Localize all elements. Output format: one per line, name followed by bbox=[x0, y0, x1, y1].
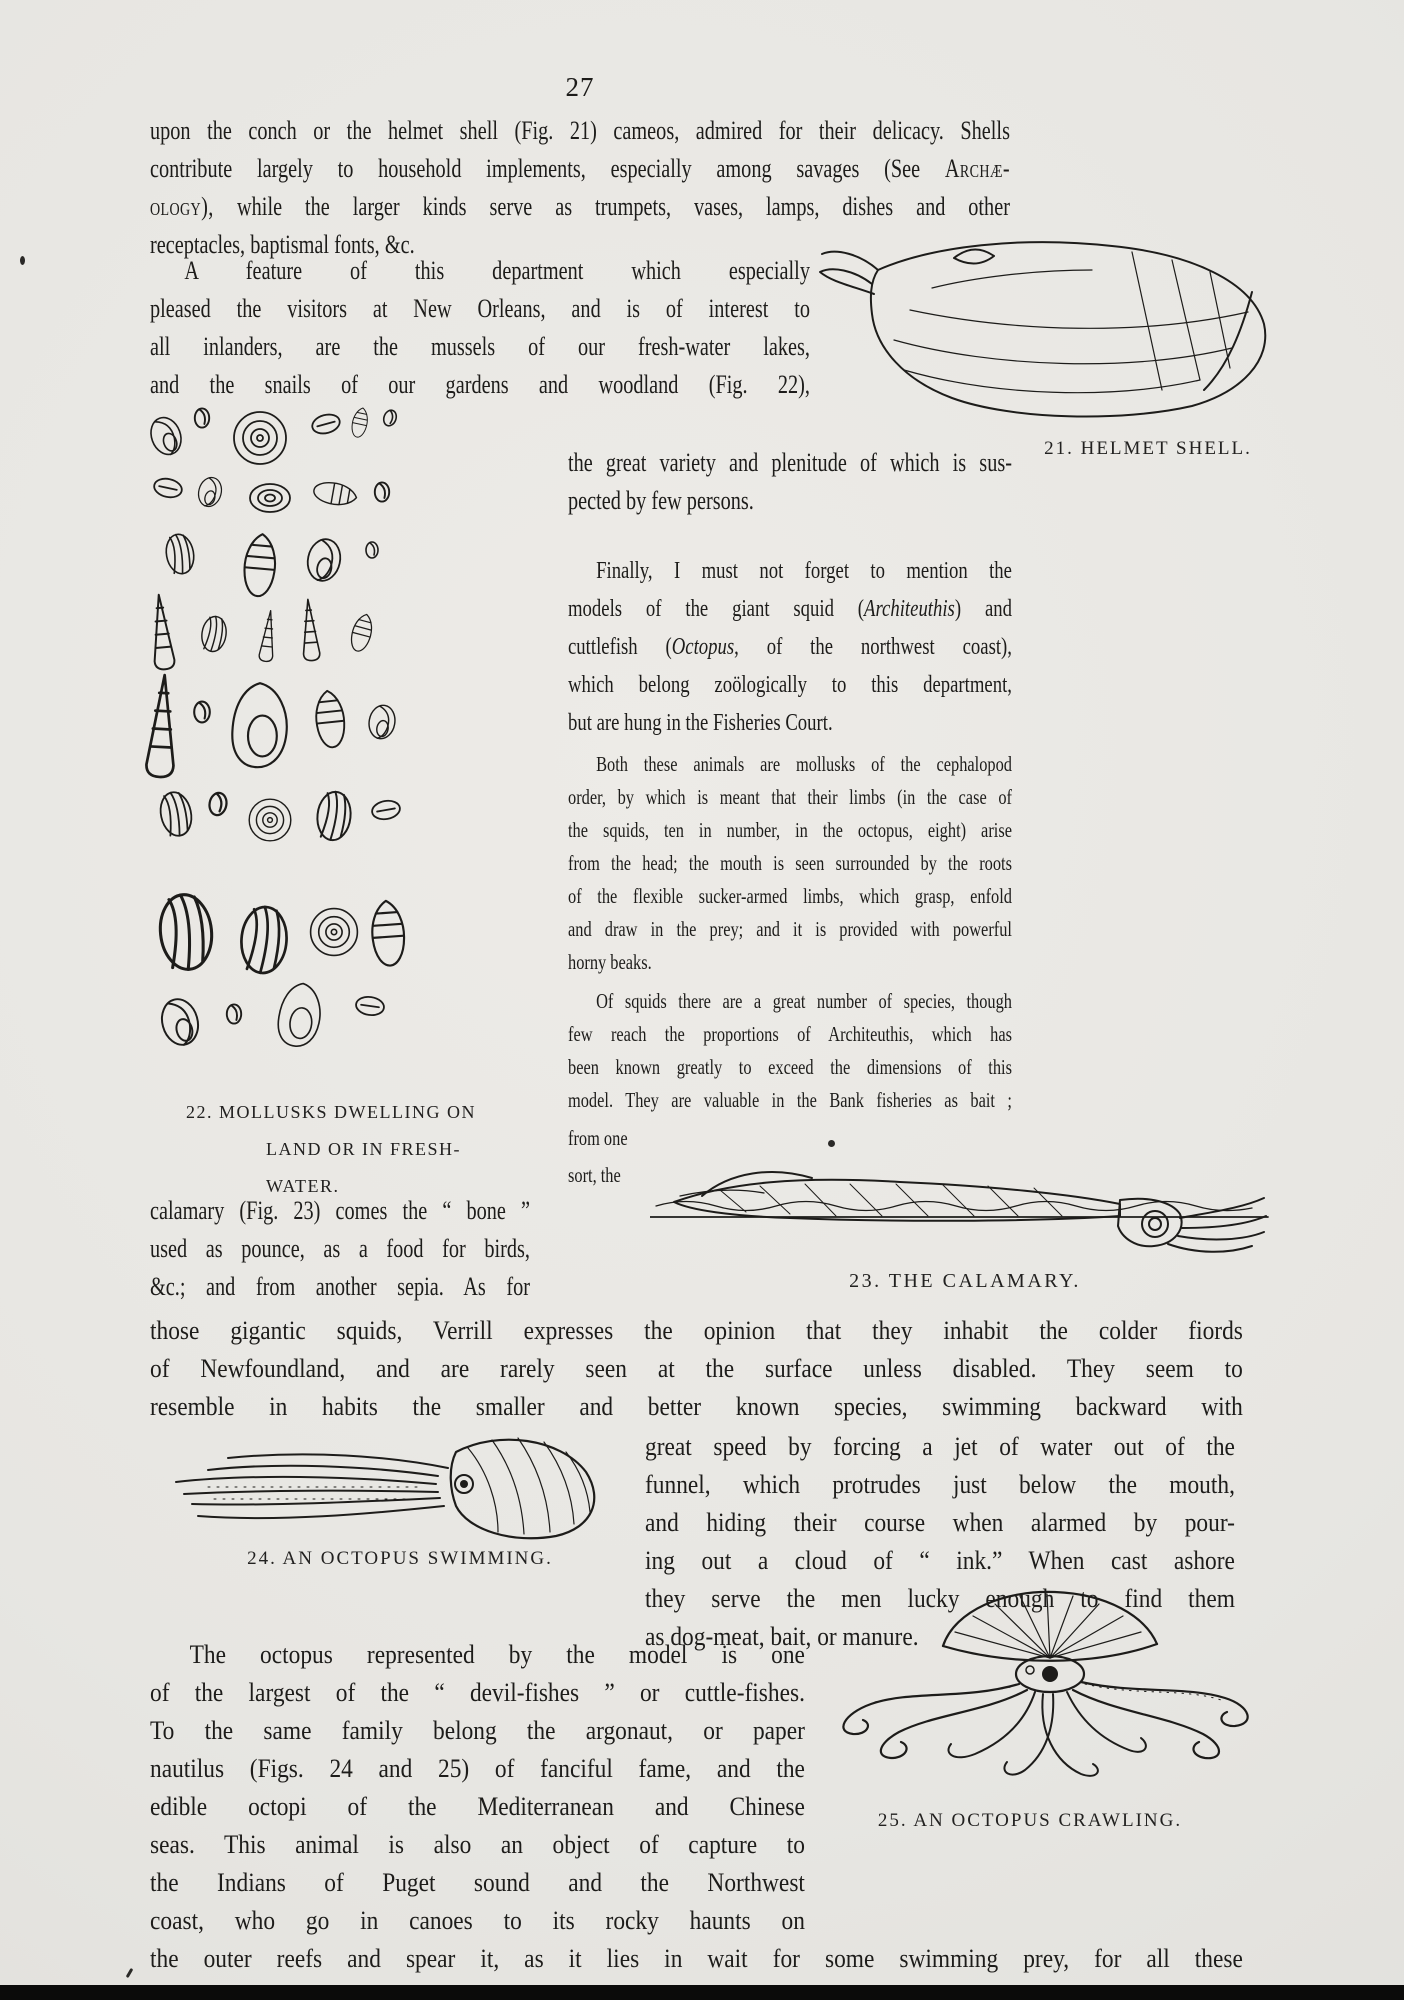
text-line: been known greatly to exceed the dimensions of this bbox=[568, 1055, 1012, 1079]
text-line: sort, the bbox=[568, 1163, 621, 1187]
text-line: and hiding their course when alarmed by pour- bbox=[645, 1508, 1235, 1537]
text-line: and draw in the prey; and it is provided with powerful bbox=[568, 917, 1012, 941]
text-line: of the flexible sucker-armed limbs, which grasp, enfold bbox=[568, 884, 1012, 908]
text-line: Both these animals are mollusks of the cephalopod bbox=[596, 752, 1012, 776]
ink-speck bbox=[828, 1140, 835, 1147]
text-line: order, by which is meant that their limbs (in the case of bbox=[568, 785, 1012, 809]
fig22-mollusks-plate-illustration bbox=[138, 392, 450, 1084]
scan-edge-bar bbox=[0, 1985, 1404, 2000]
text-line: edible octopi of the Mediterranean and Chinese bbox=[150, 1792, 805, 1821]
text-line: resemble in habits the smaller and better known species, swimming backward with bbox=[150, 1392, 1243, 1421]
fig22-caption bbox=[150, 1094, 510, 1205]
text-line: of Newfoundland, and are rarely seen at the surface unless disabled. They seem to bbox=[150, 1354, 1243, 1383]
text-line: pected by few persons. bbox=[568, 486, 754, 515]
caption-line: LAND OR IN FRESH- bbox=[266, 1139, 462, 1159]
text-line: &c.; and from another sepia. As for bbox=[150, 1272, 530, 1301]
text-line: from one bbox=[568, 1126, 628, 1150]
text-line: The octopus represented by the model is one bbox=[189, 1640, 805, 1669]
ink-speck bbox=[126, 1968, 134, 1978]
text-line: the outer reefs and spear it, as it lies in wait for some swimming prey, for all these bbox=[150, 1944, 1243, 1973]
paragraph-of-squids bbox=[568, 985, 1012, 1117]
fig23-caption: 23. THE CALAMARY. bbox=[849, 1270, 1081, 1292]
text-line: receptacles, baptismal fonts, &c. bbox=[150, 230, 415, 259]
fig21-caption: 21. HELMET SHELL. bbox=[1044, 438, 1252, 459]
fig24-octopus-swimming-illustration bbox=[168, 1424, 608, 1544]
text-line: but are hung in the Fisheries Court. bbox=[568, 710, 833, 736]
fig25-octopus-crawling-illustration bbox=[815, 1582, 1285, 1797]
text-line: model. They are valuable in the Bank fisheries as bait ; bbox=[568, 1088, 1012, 1112]
paragraph-cephalopod-order bbox=[568, 748, 1012, 979]
text-line: few reach the proportions of Architeuthis, which has bbox=[568, 1022, 1012, 1046]
text-line: those gigantic squids, Verrill expresses the opinion that they inhabit the colder fiords bbox=[150, 1316, 1243, 1345]
text-line: A feature of this department which especially bbox=[184, 256, 810, 285]
text-line: nautilus (Figs. 24 and 25) of fanciful fame, and the bbox=[150, 1754, 805, 1783]
text-line: seas. This animal is also an object of capture to bbox=[150, 1830, 805, 1859]
text-line: as dog-meat, bait, or manure. bbox=[645, 1622, 919, 1651]
text-line: funnel, which protrudes just below the mouth, bbox=[645, 1470, 1235, 1499]
paragraph-calamary-bone bbox=[150, 1192, 530, 1306]
text-line: contribute largely to household implements, especially among savages (See Archæ- bbox=[150, 154, 1010, 183]
paragraph-great-variety bbox=[568, 444, 1012, 520]
text-line: from the head; the mouth is seen surrounded by the roots bbox=[568, 851, 1012, 875]
fig21-helmet-shell-illustration bbox=[812, 218, 1290, 430]
text-line: To the same family belong the argonaut, or paper bbox=[150, 1716, 805, 1745]
text-line: the great variety and plenitude of which is sus- bbox=[568, 448, 1012, 477]
text-line: all inlanders, are the mussels of our fresh-water lakes, bbox=[150, 332, 810, 361]
fig23-calamary-illustration bbox=[650, 1138, 1270, 1262]
caption-line: 22. MOLLUSKS DWELLING ON bbox=[186, 1102, 476, 1122]
fig25-caption: 25. AN OCTOPUS CRAWLING. bbox=[877, 1810, 1183, 1831]
paragraph-octopus-model bbox=[150, 1636, 805, 1940]
text-line: pleased the visitors at New Orleans, and is of interest to bbox=[150, 294, 810, 323]
paragraph-finally-models bbox=[568, 552, 1012, 742]
text-line: of the largest of the “ devil-fishes ” or cuttle-fishes. bbox=[150, 1678, 805, 1707]
caption-line: WATER. bbox=[266, 1176, 340, 1196]
text-line: Of squids there are a great number of species, though bbox=[596, 989, 1012, 1013]
page-number: 27 bbox=[565, 72, 595, 102]
text-line: great speed by forcing a jet of water out of the bbox=[645, 1432, 1235, 1461]
paragraph-swimming-prey bbox=[150, 1940, 1243, 1978]
text-line: ology), while the larger kinds serve as trumpets, vases, lamps, dishes and other bbox=[150, 192, 1010, 221]
fig24-caption: 24. AN OCTOPUS SWIMMING. bbox=[247, 1548, 553, 1569]
text-line: used as pounce, as a food for birds, bbox=[150, 1234, 530, 1263]
text-line: the squids, ten in number, in the octopus, eight) arise bbox=[568, 818, 1012, 842]
text-line: and the snails of our gardens and woodland (Fig. 22), bbox=[150, 370, 810, 399]
text-line: which belong zoölogically to this department, bbox=[568, 672, 1012, 698]
paragraph-gigantic-squids bbox=[150, 1312, 1243, 1426]
text-line: ing out a cloud of “ ink.” When cast ashore bbox=[645, 1546, 1235, 1575]
text-line: calamary (Fig. 23) comes the “ bone ” bbox=[150, 1196, 530, 1225]
text-line: models of the giant squid (Architeuthis) and bbox=[568, 596, 1012, 622]
text-line: upon the conch or the helmet shell (Fig. 21) cameos, admired for their delicacy. Shells bbox=[150, 116, 1010, 145]
paragraph-new-orleans bbox=[150, 252, 810, 404]
text-line: horny beaks. bbox=[568, 950, 652, 974]
text-line: cuttlefish (Octopus, of the northwest coast), bbox=[568, 634, 1012, 660]
text-line: the Indians of Puget sound and the Northwest bbox=[150, 1868, 805, 1897]
text-line: Finally, I must not forget to mention the bbox=[596, 558, 1012, 584]
text-line: they serve the men lucky enough to find them bbox=[645, 1584, 1235, 1613]
text-line: coast, who go in canoes to its rocky haunts on bbox=[150, 1906, 805, 1935]
ink-speck bbox=[20, 256, 25, 265]
